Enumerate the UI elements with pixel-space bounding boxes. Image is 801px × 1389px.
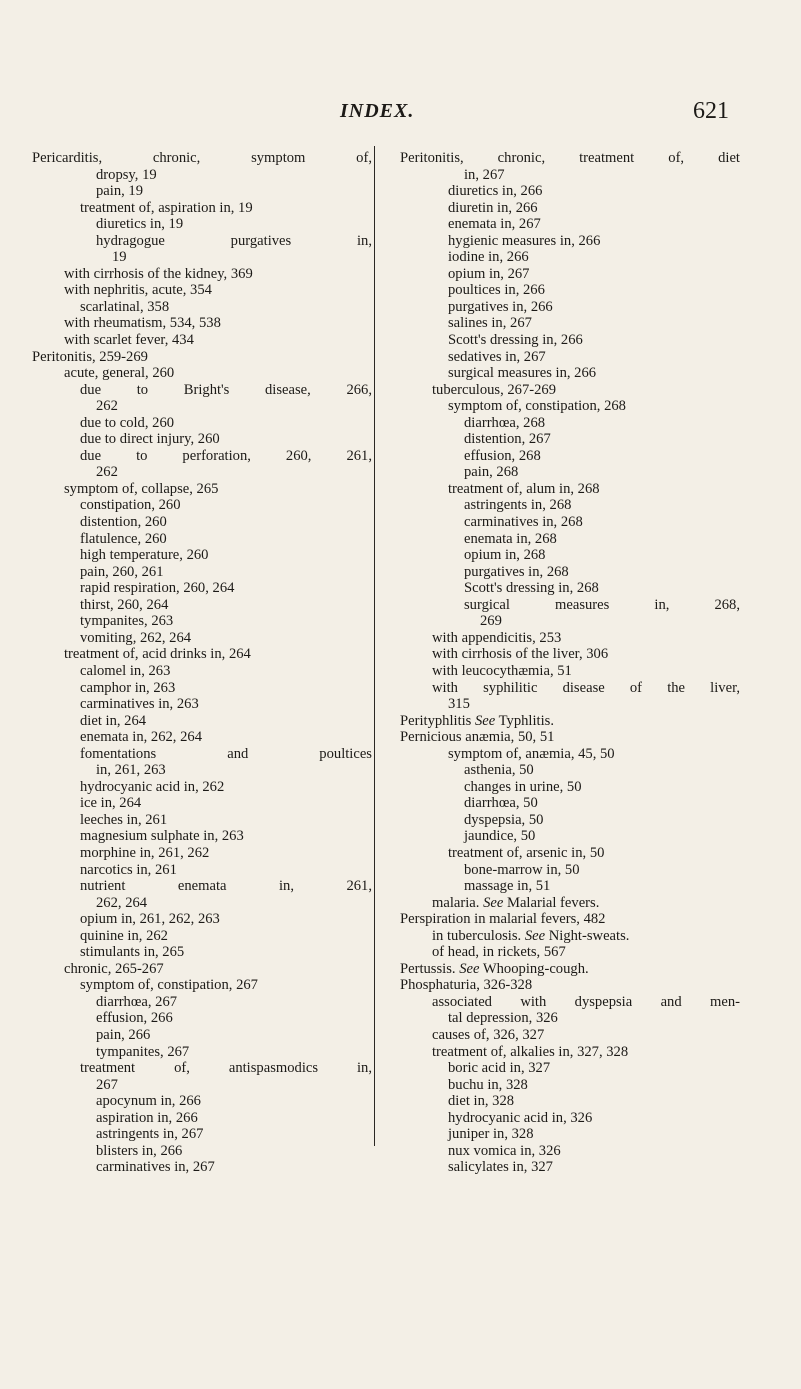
index-entry: diet in, 328 (448, 1093, 515, 1110)
index-entry: chronic, 265-267 (64, 960, 164, 977)
index-entry: acute, general, 260 (64, 365, 175, 382)
index-entry: Perspiration in malarial fevers, 482 (400, 911, 606, 928)
index-entry: hygienic measures in, 266 (448, 232, 601, 249)
index-entry: carminatives in, 267 (96, 1159, 215, 1176)
index-entry: diarrhœa, 267 (96, 993, 178, 1010)
index-entry: due to Bright's disease, 266, (80, 381, 372, 398)
index-entry: sedatives in, 267 (448, 348, 546, 365)
index-entry: due to direct injury, 260 (80, 431, 220, 448)
index-entry: changes in urine, 50 (464, 778, 582, 795)
index-entry: magnesium sulphate in, 263 (80, 828, 244, 845)
index-entry: symptom of, constipation, 268 (448, 398, 626, 415)
index-entry: symptom of, constipation, 267 (80, 977, 258, 994)
index-entry: bone-marrow in, 50 (464, 861, 580, 878)
index-entry: calomel in, 263 (80, 662, 171, 679)
index-entry: Pernicious anæmia, 50, 51 (400, 729, 555, 746)
index-entry: tal depression, 326 (448, 1010, 558, 1027)
index-entry: ice in, 264 (80, 795, 142, 812)
index-entry: narcotics in, 261 (80, 861, 177, 878)
index-entry: massage in, 51 (464, 878, 551, 895)
index-entry: flatulence, 260 (80, 530, 167, 547)
index-entry: symptom of, anæmia, 45, 50 (448, 745, 615, 762)
index-entry: carminatives in, 268 (464, 514, 583, 531)
index-entry: pain, 266 (96, 1026, 151, 1043)
index-column-right (400, 150, 740, 1176)
index-entry: treatment of, arsenic in, 50 (448, 844, 605, 861)
index-entry: 19 (112, 249, 127, 266)
index-entry: carminatives in, 263 (80, 696, 199, 713)
index-entry: Perityphlitis See Typhlitis. (400, 712, 554, 729)
index-entry: scarlatinal, 358 (80, 298, 170, 315)
index-entry: diarrhœa, 50 (464, 795, 538, 812)
index-entry: pain, 260, 261 (80, 563, 164, 580)
index-entry: diuretin in, 266 (448, 199, 538, 216)
index-entry: asthenia, 50 (464, 762, 534, 779)
index-entry: malaria. See Malarial fevers. (432, 894, 600, 911)
index-entry: in, 267 (464, 166, 505, 183)
index-entry: in, 261, 263 (96, 762, 166, 779)
index-entry: aspiration in, 266 (96, 1109, 198, 1126)
index-entry: with rheumatism, 534, 538 (64, 315, 221, 332)
index-entry: quinine in, 262 (80, 927, 168, 944)
page-header (0, 100, 801, 130)
index-entry: hydragogue purgatives in, (96, 232, 372, 249)
index-entry: 262 (96, 464, 118, 481)
index-entry: stimulants in, 265 (80, 944, 185, 961)
index-entry: associated with dyspepsia and men- (432, 993, 740, 1010)
index-entry: 262, 264 (96, 894, 148, 911)
index-entry: enemata in, 267 (448, 216, 541, 233)
index-entry: purgatives in, 266 (448, 298, 553, 315)
index-entry: apocynum in, 266 (96, 1093, 201, 1110)
index-entry: buchu in, 328 (448, 1076, 528, 1093)
index-entry: Pertussis. See Whooping-cough. (400, 960, 589, 977)
index-entry: dyspepsia, 50 (464, 811, 544, 828)
index-entry: in tuberculosis. See Night-sweats. (432, 927, 630, 944)
index-entry: fomentations and poultices (80, 745, 372, 762)
index-entry: effusion, 266 (96, 1010, 173, 1027)
index-entry: salicylates in, 327 (448, 1159, 553, 1176)
index-entry: enemata in, 268 (464, 530, 557, 547)
index-entry: opium in, 267 (448, 265, 530, 282)
index-entry: dropsy, 19 (96, 166, 157, 183)
index-entry: iodine in, 266 (448, 249, 529, 266)
index-entry: surgical measures in, 268, (464, 596, 740, 613)
index-entry: pain, 268 (464, 464, 519, 481)
index-entry: thirst, 260, 264 (80, 596, 169, 613)
index-entry: with scarlet fever, 434 (64, 332, 194, 349)
index-entry: astringents in, 267 (96, 1126, 204, 1143)
index-entry: high temperature, 260 (80, 547, 209, 564)
index-entry: salines in, 267 (448, 315, 532, 332)
index-entry: rapid respiration, 260, 264 (80, 580, 235, 597)
index-entry: tympanites, 263 (80, 613, 174, 630)
index-entry: with leucocythæmia, 51 (432, 662, 572, 679)
index-entry: enemata in, 262, 264 (80, 729, 202, 746)
index-entry: with appendicitis, 253 (432, 629, 562, 646)
index-entry: diuretics in, 266 (448, 183, 543, 200)
index-entry: juniper in, 328 (448, 1126, 534, 1143)
index-entry: with cirrhosis of the liver, 306 (432, 646, 609, 663)
running-head-title: INDEX. (340, 100, 415, 122)
index-entry: 262 (96, 398, 118, 415)
index-entry: diet in, 264 (80, 712, 147, 729)
index-entry: treatment of, acid drinks in, 264 (64, 646, 251, 663)
index-entry: tuberculous, 267-269 (432, 381, 557, 398)
index-entry: opium in, 268 (464, 547, 546, 564)
index-entry: treatment of, alum in, 268 (448, 480, 600, 497)
index-entry: 269 (480, 613, 502, 630)
index-entry: jaundice, 50 (464, 828, 536, 845)
index-entry: tympanites, 267 (96, 1043, 190, 1060)
index-entry: due to cold, 260 (80, 414, 175, 431)
index-entry: diuretics in, 19 (96, 216, 184, 233)
index-entry: distention, 260 (80, 514, 167, 531)
index-entry: leeches in, 261 (80, 811, 168, 828)
index-entry: hydrocyanic acid in, 262 (80, 778, 225, 795)
index-entry: 315 (448, 696, 470, 713)
index-entry: Pericarditis, chronic, symptom of, (32, 150, 372, 166)
index-entry: causes of, 326, 327 (432, 1026, 545, 1043)
column-divider (374, 146, 375, 1146)
index-entry: treatment of, aspiration in, 19 (80, 199, 253, 216)
index-entry: Scott's dressing in, 268 (464, 580, 599, 597)
index-entry: of head, in rickets, 567 (432, 944, 566, 961)
index-entry: Peritonitis, 259-269 (32, 348, 148, 365)
index-entry: camphor in, 263 (80, 679, 176, 696)
index-entry: hydrocyanic acid in, 326 (448, 1109, 593, 1126)
index-entry: nutrient enemata in, 261, (80, 878, 372, 895)
index-entry: purgatives in, 268 (464, 563, 569, 580)
index-entry: distention, 267 (464, 431, 551, 448)
index-entry: treatment of, alkalies in, 327, 328 (432, 1043, 629, 1060)
index-entry: Peritonitis, chronic, treatment of, diet (400, 150, 740, 166)
index-entry: Phosphaturia, 326-328 (400, 977, 533, 994)
index-entry: pain, 19 (96, 183, 144, 200)
index-entry: with nephritis, acute, 354 (64, 282, 212, 299)
index-entry: 267 (96, 1076, 118, 1093)
index-entry: symptom of, collapse, 265 (64, 480, 219, 497)
index-entry: blisters in, 266 (96, 1142, 183, 1159)
index-entry: with cirrhosis of the kidney, 369 (64, 265, 253, 282)
index-entry: due to perforation, 260, 261, (80, 447, 372, 464)
index-entry: with syphilitic disease of the liver, (432, 679, 740, 696)
page-number: 621 (693, 98, 729, 124)
index-entry: morphine in, 261, 262 (80, 844, 210, 861)
index-entry: surgical measures in, 266 (448, 365, 597, 382)
index-entry: Scott's dressing in, 266 (448, 332, 583, 349)
index-entry: poultices in, 266 (448, 282, 545, 299)
index-entry: nux vomica in, 326 (448, 1142, 561, 1159)
index-entry: vomiting, 262, 264 (80, 629, 192, 646)
index-column-left (32, 150, 372, 1176)
index-entry: effusion, 268 (464, 447, 541, 464)
index-entry: treatment of, antispasmodics in, (80, 1060, 372, 1077)
index-entry: constipation, 260 (80, 497, 181, 514)
index-entry: boric acid in, 327 (448, 1060, 551, 1077)
index-entry: astringents in, 268 (464, 497, 572, 514)
index-entry: opium in, 261, 262, 263 (80, 911, 220, 928)
index-entry: diarrhœa, 268 (464, 414, 546, 431)
